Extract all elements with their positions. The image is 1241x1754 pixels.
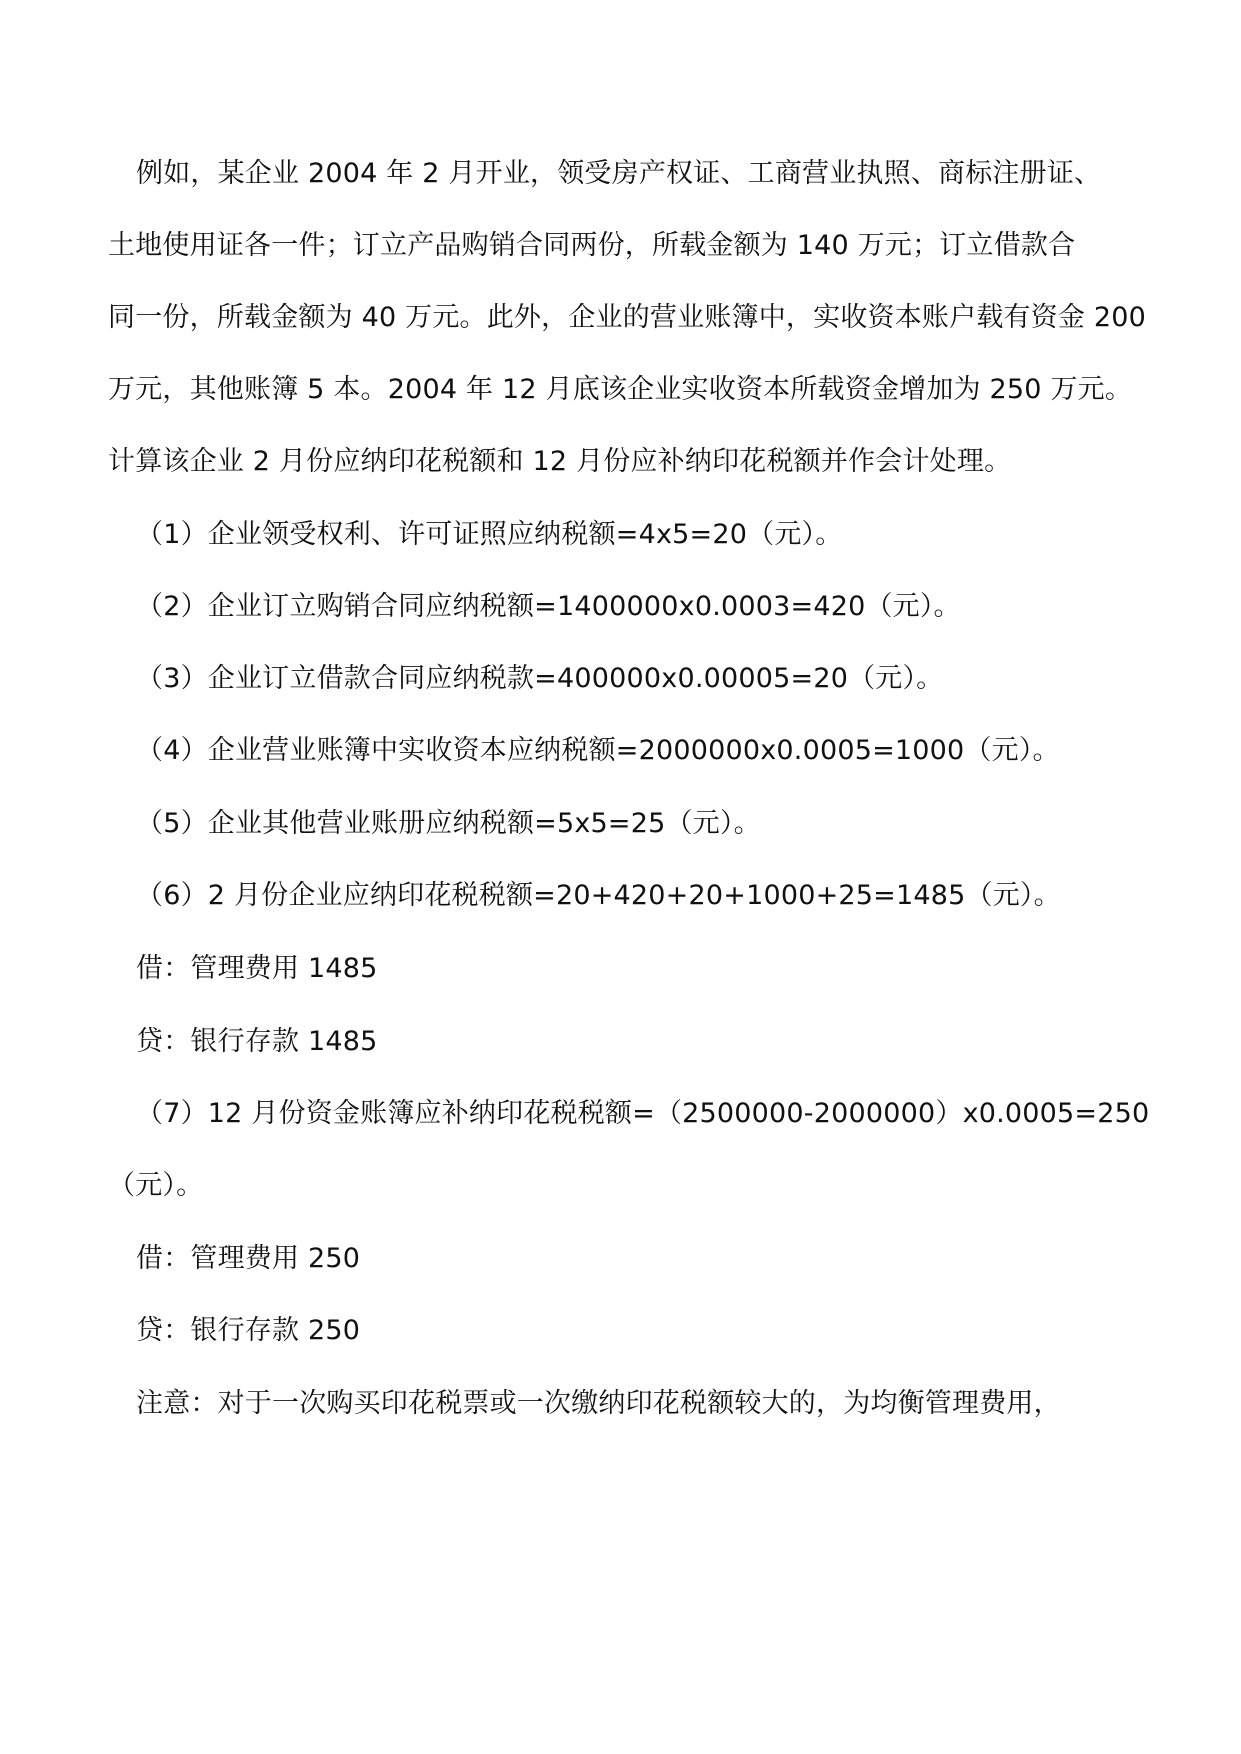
calc-item-5: （5）企业其他营业账册应纳税额=5x5=25（元）。: [136, 808, 761, 839]
calc-item-2: （2）企业订立购销合同应纳税额=1400000x0.0003=420（元）。: [136, 591, 961, 622]
calc-item-3: （3）企业订立借款合同应纳税款=400000x0.00005=20（元）。: [136, 663, 944, 694]
note-line: 注意：对于一次购买印花税票或一次缴纳印花税额较大的，为均衡管理费用，: [136, 1388, 1061, 1419]
calc-item-7-line-2: （元）。: [108, 1170, 204, 1201]
journal-entry-1-credit: 贷：银行存款 1485: [136, 1026, 378, 1057]
intro-line-4: 万元，其他账簿 5 本。2004 年 12 月底该企业实收资本所载资金增加为 250 万元。: [108, 374, 1133, 405]
calc-item-4: （4）企业营业账簿中实收资本应纳税额=2000000x0.0005=1000（元）。: [136, 735, 1060, 766]
calc-item-6: （6）2 月份企业应纳印花税税额=20+420+20+1000+25=1485（元）。: [136, 880, 1061, 911]
journal-entry-2-debit: 借：管理费用 250: [136, 1243, 361, 1274]
intro-line-2: 土地使用证各一件；订立产品购销合同两份，所载金额为 140 万元；订立借款合: [108, 230, 1076, 261]
journal-entry-2-credit: 贷：银行存款 250: [136, 1315, 361, 1346]
intro-line-3: 同一份，所载金额为 40 万元。此外，企业的营业账簿中，实收资本账户载有资金 200: [108, 302, 1147, 333]
calc-item-7-line-1: （7）12 月份资金账簿应补纳印花税税额=（2500000-2000000）x0.0005=250: [136, 1098, 1150, 1129]
journal-entry-1-debit: 借：管理费用 1485: [136, 953, 378, 984]
intro-line-5: 计算该企业 2 月份应纳印花税额和 12 月份应补纳印花税额并作会计处理。: [108, 446, 1012, 477]
calc-item-1: （1）企业领受权利、许可证照应纳税额=4x5=20（元）。: [136, 519, 843, 550]
intro-line-1: 例如，某企业 2004 年 2 月开业，领受房产权证、工商营业执照、商标注册证、: [136, 158, 1102, 189]
